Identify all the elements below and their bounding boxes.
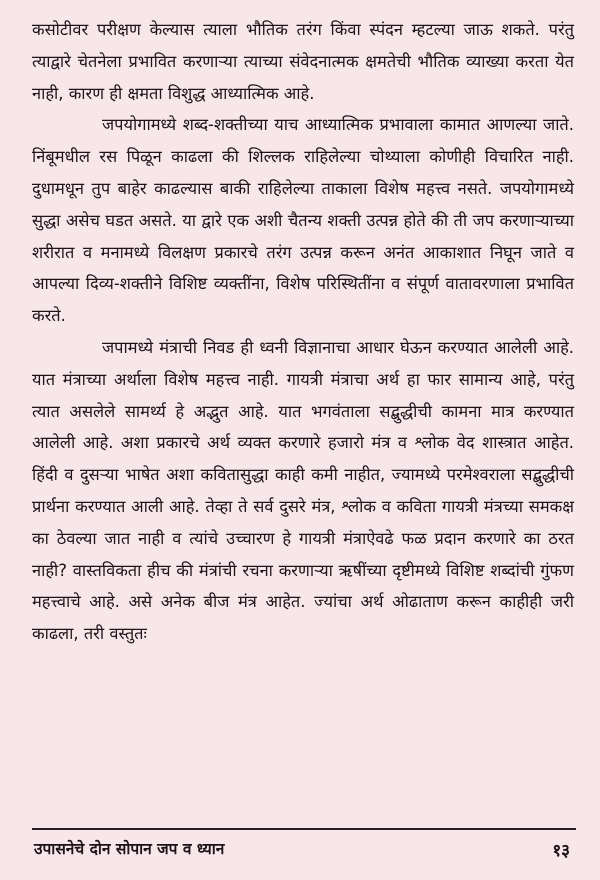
- running-footer-title: उपासनेचे दोन सोपान जप व ध्यान: [34, 840, 225, 858]
- paragraph-3: जपामध्ये मंत्राची निवड ही ध्वनी विज्ञानाचा आधार घेऊन करण्यात आलेली आहे. यात मंत्राच्या अर्थाला विशेष महत्त्व नाही. गायत्री मंत्राचा अर्थ हा फार सामान्य आहे, परंतु त्यात असलेले सामर्थ्य हे अद्भुत आहे. यात भगवंताला सद्बुद्धीची कामना मात्र करण्यात आलेली आहे. अशा प्रकारचे अर्थ व्यक्त करणारे हजारो मंत्र व श्लोक वेद शास्त्रात आहेत. हिंदी व दुसऱ्या भाषेत अशा कवितासुद्धा काही कमी नाहीत, ज्यामध्ये परमेश्वराला सद्बुद्धीची प्रार्थना करण्यात आली आहे. तेव्हा ते सर्व दुसरे मंत्र, श्लोक व कविता गायत्री मंत्रच्या समकक्ष का ठेवल्या जात नाही व त्यांचे उच्चारण हे गायत्री मंत्राऐवढे फळ प्रदान करणारे का ठरत नाही? वास्तविकता हीच की मंत्रांची रचना करणाऱ्या ऋषींच्या दृष्टीमध्ये विशिष्ट शब्दांची गुंफण महत्त्वाचे आहे. असे अनेक बीज मंत्र आहेत. ज्यांचा अर्थ ओढाताण करून काहीही जरी काढला, तरी वस्तुतः: [32, 337, 574, 644]
- paragraph-2: जपयोगामध्ये शब्द-शक्तीच्या याच आध्यात्मिक प्रभावाला कामात आणल्या जाते. निंबूमधील रस पिळून काढला की शिल्लक राहिलेल्या चोथ्याला कोणीही विचारित नाही. दुधामधून तुप बाहेर काढल्यास बाकी राहिलेल्या ताकाला विशेष महत्त्व नसते. जपयोगामध्ये सुद्धा असेच घडत असते. या द्वारे एक अशी चैतन्य शक्ती उत्पन्न होते की ती जप करणाऱ्याच्या शरीरात व मनामध्ये विलक्षण प्रकारचे तरंग उत्पन्न करून अनंत आकाशात निघून जाते व आपल्या दिव्य-शक्तीने विशिष्ट व्यक्तींना, विशेष परिस्थितींना व संपूर्ण वातावरणाला प्रभावित करते.: [32, 115, 574, 326]
- footer-divider: [32, 828, 576, 830]
- paragraph-1: कसोटीवर परीक्षण केल्यास त्याला भौतिक तरंग किंवा स्पंदन म्हटल्या जाऊ शकते. परंतु त्याद्वारे चेतनेला प्रभावित करणाऱ्या त्याच्या संवेदनात्मक क्षमतेची भौतिक व्याख्या करता येत नाही, कारण ही क्षमता विशुद्ध आध्यात्मिक आहे.: [32, 20, 574, 103]
- page-number: १३: [552, 841, 570, 861]
